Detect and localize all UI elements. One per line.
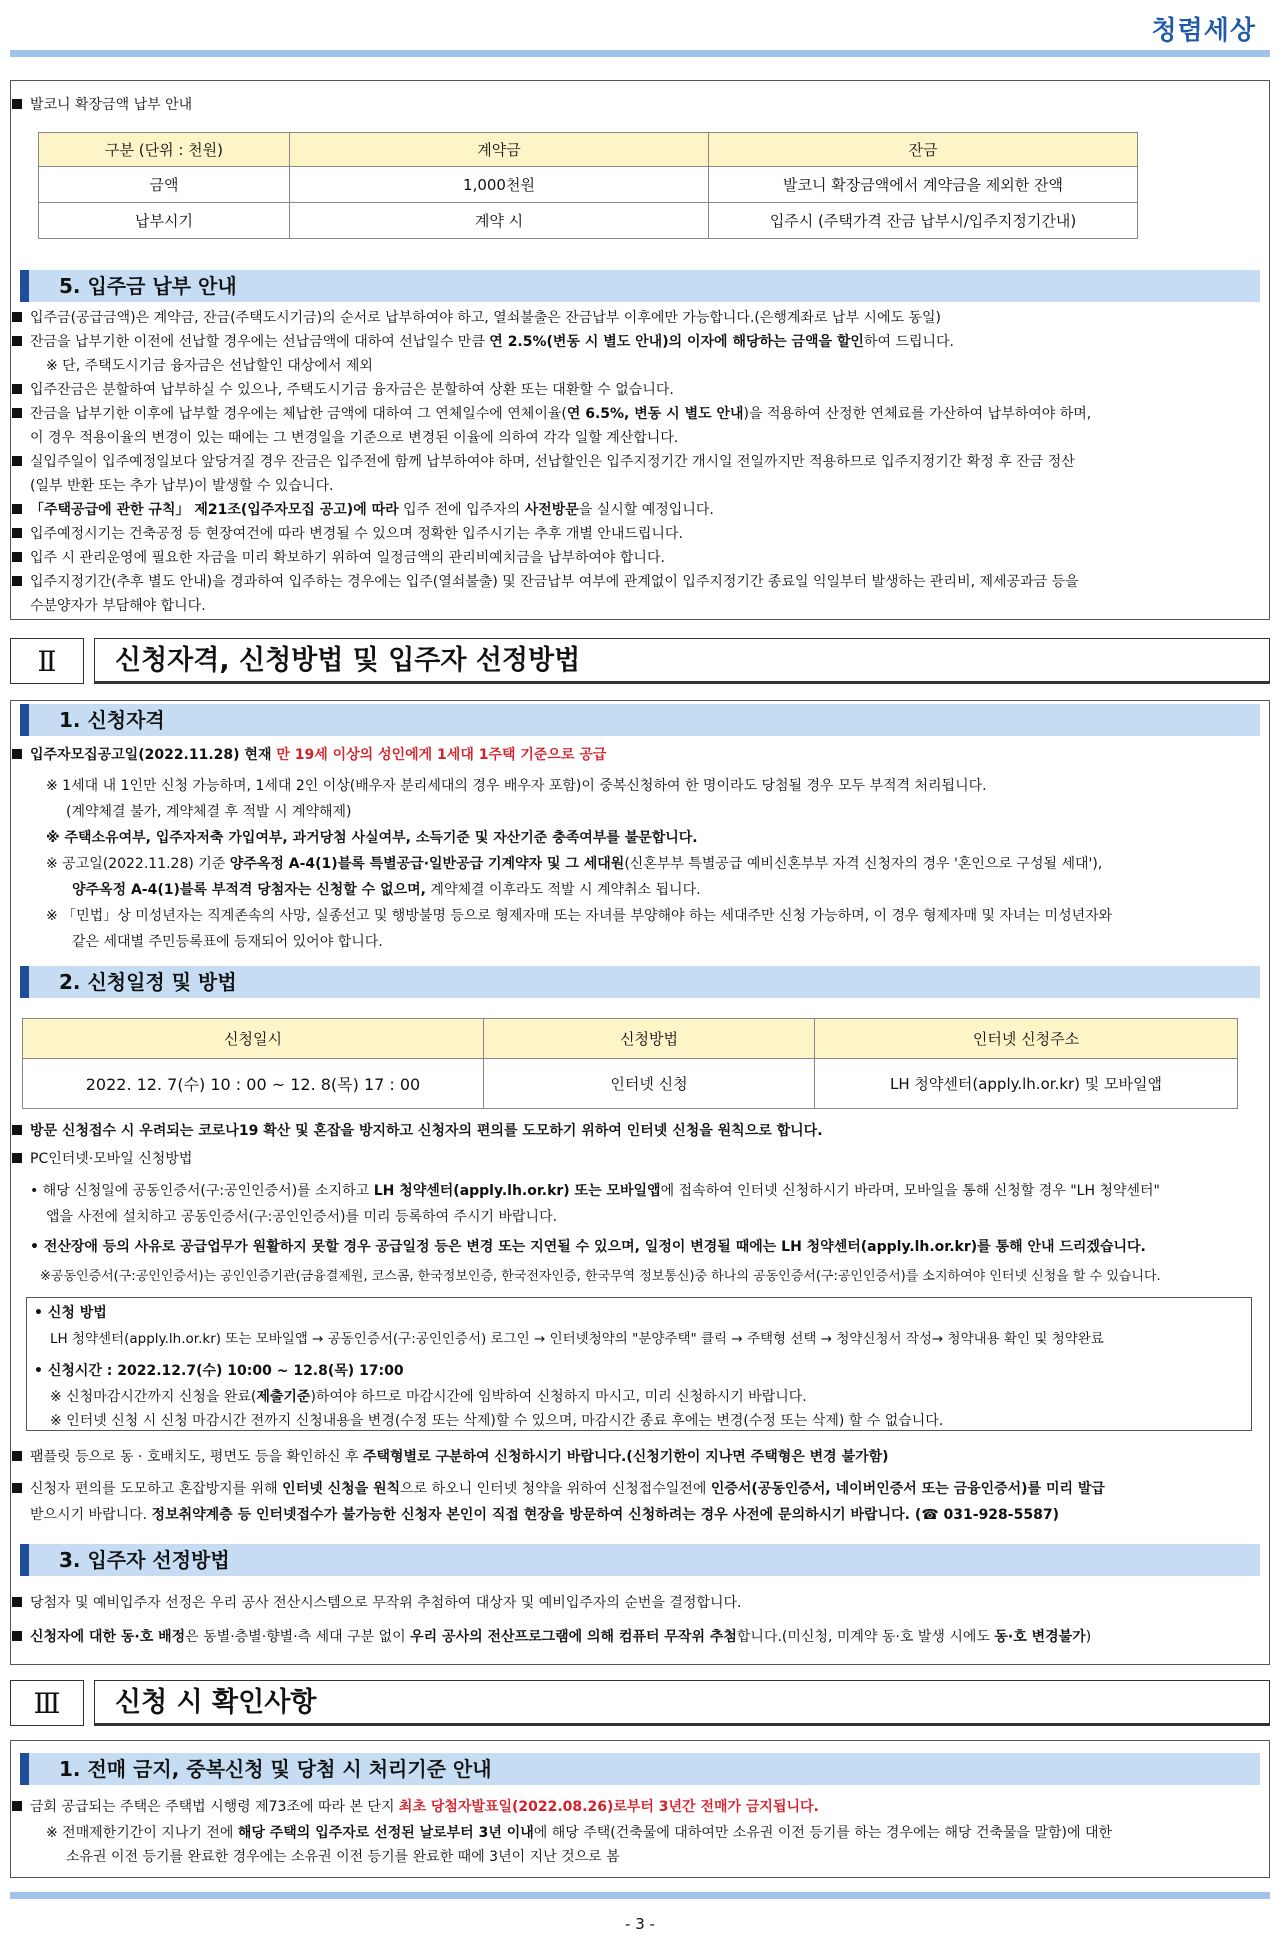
list-item: 신청자에 대한 동·호 배정은 동별·층별·향별·측 세대 구분 없이 우리 공사의 전산프로그램에 의해 컴퓨터 무작위 추첨합니다.(미신청, 미계약 동·호 발생 시에도 동·호 변경불가) (12, 1626, 1266, 1648)
note: ※ 인터넷 신청 시 신청 마감시간 전까지 신청내용을 변경(수정 또는 삭제)할 수 있으며, 마감시간 종료 후에는 변경(수정 또는 삭제) 할 수 없습니다. (50, 1413, 944, 1429)
list-item-cont: 이 경우 적용이율의 변경이 있는 때에는 그 변경일을 기준으로 변경된 이율에 의하여 각각 일할 계산합니다. (30, 430, 679, 446)
note: ※ 공고일(2022.11.28) 기준 양주옥정 A-4(1)블록 특별공급·일반공급 기계약자 및 그 세대원(신혼부부 특별공급 예비신혼부부 자격 신청자의 경우 '혼인으로 구성될 세대'), (46, 856, 1103, 872)
list-item: 잔금을 납부기한 이후에 납부할 경우에는 체납한 금액에 대하여 그 연체일수에 연체이율(연 6.5%, 변동 시 별도 안내)을 적용하여 산정한 연체료를 가산하여 납부하여야 하며, (12, 403, 1266, 425)
list-item: PC인터넷·모바일 신청방법 (12, 1148, 1266, 1170)
list-item-cont: 받으시기 바랍니다. 정보취약계층 등 인터넷접수가 불가능한 신청자 본인이 직접 현장을 방문하여 신청하려는 경우 사전에 문의하시기 바랍니다. (☎ 031-928-5587) (30, 1507, 1059, 1523)
table-cell: 계약 시 (290, 203, 709, 239)
note: ※ 단, 주택도시기금 융자금은 선납할인 대상에서 제외 (46, 358, 373, 374)
list-item: 입주지정기간(추후 별도 안내)을 경과하여 입주하는 경우에는 입주(열쇠불출) 및 잔금납부 여부에 관계없이 입주지정기간 종료일 익일부터 발생하는 관리비, 제세공과금 등을 (12, 571, 1266, 593)
bottom-divider (10, 1892, 1270, 1899)
resale-title: 1. 전매 금지, 중복신청 및 당첨 시 처리기준 안내 (20, 1753, 1260, 1785)
list-item: 잔금을 납부기한 이전에 선납할 경우에는 선납금액에 대하여 선납일수 만큼 연 2.5%(변동 시 별도 안내)의 이자에 해당하는 금액을 할인하여 드립니다. (12, 331, 1266, 353)
list-item: 입주금(공급금액)은 계약금, 잔금(주택도시기금)의 순서로 납부하여야 하고, 열쇠불출은 잔금납부 이후에만 가능합니다.(은행계좌로 납부 시에도 동일) (12, 307, 1266, 329)
list-item: 실입주일이 입주예정일보다 앞당겨질 경우 잔금은 입주전에 함께 납부하여야 하며, 선납할인은 입주지정기간 개시일 전일까지만 적용하므로 입주지정기간 확정 후 잔금 정산 (12, 451, 1266, 473)
balcony-header-deposit: 계약금 (290, 133, 709, 167)
table-cell: 2022. 12. 7(수) 10 : 00 ~ 12. 8(목) 17 : 00 (23, 1059, 484, 1109)
list-item: 「주택공급에 관한 규칙」 제21조(입주자모집 공고)에 따라 입주 전에 입주자의 사전방문을 실시할 예정입니다. (12, 499, 1266, 521)
section-5-title: 5. 입주금 납부 안내 (20, 270, 1260, 302)
list-item: 신청자 편의를 도모하고 혼잡방지를 위해 인터넷 신청을 원칙으로 하오니 인터넷 청약을 위하여 신청접수일전에 인증서(공동인증서, 네이버인증서 또는 금융인증서)를 미리 발급 (12, 1478, 1266, 1500)
table-cell: 금액 (39, 167, 290, 203)
table-cell: 납부시기 (39, 203, 290, 239)
section-number: Ⅱ (10, 638, 84, 684)
note: ※ 주택소유여부, 입주자저축 가입여부, 과거당첨 사실여부, 소득기준 및 자산기준 충족여부를 불문합니다. (46, 830, 698, 846)
table-cell: 1,000천원 (290, 167, 709, 203)
table-cell: 입주시 (주택가격 잔금 납부시/입주지정기간내) (709, 203, 1138, 239)
top-divider (10, 50, 1270, 57)
list-item: 입주잔금은 분할하여 납부하실 수 있으나, 주택도시기금 융자금은 분할하여 상환 또는 대환할 수 없습니다. (12, 379, 1266, 401)
schedule-title: 2. 신청일정 및 방법 (20, 966, 1260, 998)
schedule-header-method: 신청방법 (484, 1019, 815, 1059)
page-number: - 3 - (625, 1915, 655, 1933)
list-item: 금회 공급되는 주택은 주택법 시행령 제73조에 따라 본 단지 최초 당첨자발표일(2022.08.26)로부터 3년간 전매가 금지됩니다. (12, 1796, 1266, 1818)
list-item: • 전산장애 등의 사유로 공급업무가 원활하지 못할 경우 공급일정 등은 변경 또는 지연될 수 있으며, 일정이 변경될 때에는 LH 청약센터(apply.lh.or.kr)를 통해 안내 드리겠습니다. (30, 1239, 1146, 1255)
note: 같은 세대별 주민등록표에 등재되어 있어야 합니다. (72, 934, 383, 950)
list-item-cont: 앱을 사전에 설치하고 공동인증서(구:공인인증서)를 미리 등록하여 주시기 바랍니다. (46, 1209, 558, 1225)
schedule-header-date: 신청일시 (23, 1019, 484, 1059)
note: ※공동인증서(구:공인인증서)는 공인인증기관(금융결제원, 코스콤, 한국정보인증, 한국전자인증, 한국무역 정보통신)중 하나의 공동인증서(구:공인인증서)를 소지하여야 인터넷 신청을 할 수 있습니다. (40, 1269, 1161, 1284)
method-steps: LH 청약센터(apply.lh.or.kr) 또는 모바일앱 → 공동인증서(구:공인인증서) 로그인 → 인터넷청약의 "분양주택" 클릭 → 주택형 선택 → 청약신청서 작성→ 청약내용 확인 및 청약완료 (50, 1331, 1104, 1347)
balcony-table (38, 132, 1138, 239)
section-number: Ⅲ (10, 1680, 84, 1726)
note: ※ 1세대 내 1인만 신청 가능하며, 1세대 2인 이상(배우자 분리세대의 경우 배우자 포함)이 중복신청하여 한 명이라도 당첨될 경우 모두 부적격 처리됩니다. (46, 778, 987, 794)
table-cell: 발코니 확장금액에서 계약금을 제외한 잔액 (709, 167, 1138, 203)
balcony-header-balance: 잔금 (709, 133, 1138, 167)
list-item-cont: 수분양자가 부담해야 합니다. (30, 598, 206, 614)
balcony-header-category: 구분 (단위 : 천원) (39, 133, 290, 167)
table-cell: 인터넷 신청 (484, 1059, 815, 1109)
method-heading: • 신청 방법 (34, 1305, 107, 1321)
note: 소유권 이전 등기를 완료한 경우에는 소유권 이전 등기를 완료한 때에 3년이 지난 것으로 봄 (66, 1849, 620, 1865)
note: ※ 전매제한기간이 지나기 전에 해당 주택의 입주자로 선정된 날로부터 3년 이내에 해당 주택(건축물에 대하여만 소유권 이전 등기를 하는 경우에는 해당 건축물을 말함)에 대한 (46, 1825, 1113, 1841)
section-III-header (10, 1680, 1270, 1728)
selection-title: 3. 입주자 선정방법 (20, 1544, 1260, 1576)
qualification-title: 1. 신청자격 (20, 704, 1260, 736)
list-item: 입주예정시기는 건축공정 등 현장여건에 따라 변경될 수 있으며 정확한 입주시기는 추후 개별 안내드립니다. (12, 523, 1266, 545)
list-item-cont: (일부 반환 또는 추가 납부)이 발생할 수 있습니다. (30, 478, 334, 494)
section-II-header (10, 638, 1270, 686)
list-item: 입주 시 관리운영에 필요한 자금을 미리 확보하기 위하여 일정금액의 관리비예치금을 납부하여야 합니다. (12, 547, 1266, 569)
note: 양주옥정 A-4(1)블록 부적격 당첨자는 신청할 수 없으며, 계약체결 이후라도 적발 시 계약취소 됩니다. (72, 882, 701, 898)
time-heading: • 신청시간 : 2022.12.7(수) 10:00 ~ 12.8(목) 17:00 (34, 1363, 404, 1379)
list-item: 팸플릿 등으로 동 · 호배치도, 평면도 등을 확인하신 후 주택형별로 구분하여 신청하시기 바랍니다.(신청기한이 지나면 주택형은 변경 불가함) (12, 1446, 1266, 1468)
note: (계약체결 불가, 계약체결 후 적발 시 계약해제) (66, 804, 352, 820)
section-title: 신청자격, 신청방법 및 입주자 선정방법 (94, 638, 1270, 684)
list-item: 당첨자 및 예비입주자 선정은 우리 공사 전산시스템으로 무작위 추첨하여 대상자 및 예비입주자의 순번을 결정합니다. (12, 1592, 1266, 1614)
balcony-heading: 발코니 확장금액 납부 안내 (12, 94, 1266, 116)
schedule-table (22, 1018, 1238, 1109)
logo: 청렴세상 (1151, 16, 1256, 46)
schedule-header-address: 인터넷 신청주소 (815, 1019, 1238, 1059)
note: ※ 신청마감시간까지 신청을 완료(제출기준)하여야 하므로 마감시간에 임박하여 신청하지 마시고, 미리 신청하시기 바랍니다. (50, 1389, 807, 1405)
list-item: 방문 신청접수 시 우려되는 코로나19 확산 및 혼잡을 방지하고 신청자의 편의를 도모하기 위하여 인터넷 신청을 원칙으로 합니다. (12, 1120, 1266, 1142)
note: ※ 「민법」상 미성년자는 직계존속의 사망, 실종선고 및 행방불명 등으로 형제자매 또는 자녀를 부양해야 하는 세대주만 신청 가능하며, 이 경우 형제자매 및 자녀는 미성년자와 (46, 908, 1113, 924)
table-cell: LH 청약센터(apply.lh.or.kr) 및 모바일앱 (815, 1059, 1238, 1109)
list-item: • 해당 신청일에 공동인증서(구:공인인증서)를 소지하고 LH 청약센터(apply.lh.or.kr) 또는 모바일앱에 접속하여 인터넷 신청하시기 바라며, 모바일을 통해 신청할 경우 "LH 청약센터" (30, 1183, 1160, 1199)
section-title: 신청 시 확인사항 (94, 1680, 1270, 1726)
list-item: 입주자모집공고일(2022.11.28) 현재 만 19세 이상의 성인에게 1세대 1주택 기준으로 공급 (12, 744, 1266, 766)
